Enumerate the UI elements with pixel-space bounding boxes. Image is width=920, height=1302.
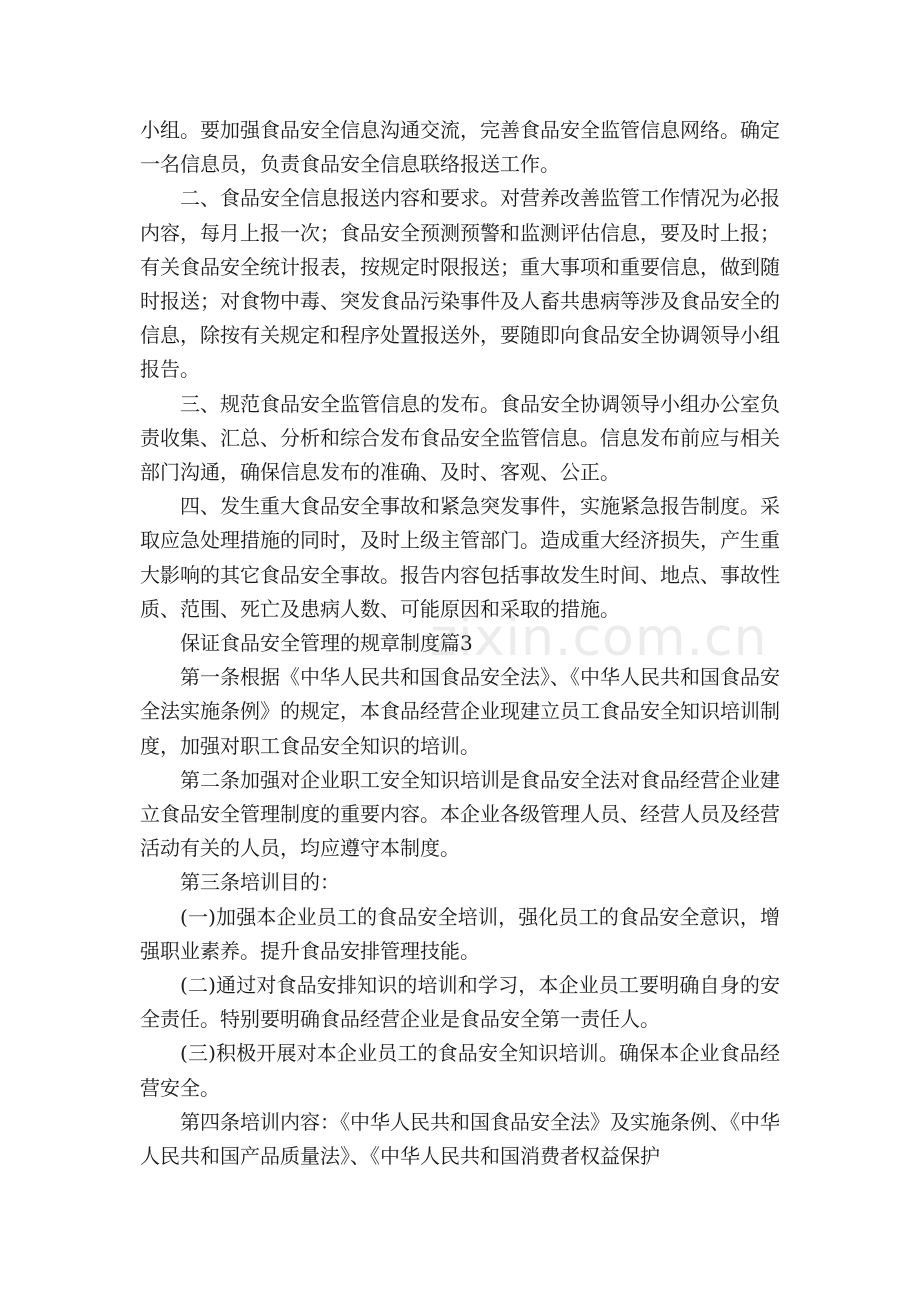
section-heading: 保证食品安全管理的规章制度篇3 [180,631,473,656]
paragraph-article-2: 第二条加强对企业职工安全知识培训是食品安全法对食品经营企业建立食品安全管理制度的重要内容。本企业各级管理人员、经营人员及经营活动有关的人员，均应遵守本制度。 [140,767,780,861]
paragraph-4: 四、发生重大食品安全事故和紧急突发事件，实施紧急报告制度。采取应急处理措施的同时，及时上级主管部门。造成重大经济损失，产生重大影响的其它食品安全事故。报告内容包括事故发生时间、地点、事故性质、范围、死亡及患病人数、可能原因和采取的措施。 [140,494,780,621]
paragraph-item-2: (二)通过对食品安排知识的培训和学习，本企业员工要明确自身的安全责任。特别要明确食品经营企业是食品安全第一责任人。 [140,973,780,1032]
paragraph-item-1: (一)加强本企业员工的食品安全培训，强化员工的食品安全意识，增强职业素养。提升食品安排管理技能。 [140,904,780,963]
paragraph-article-4: 第四条培训内容：《中华人民共和国食品安全法》及实施条例、《中华人民共和国产品质量法》、《中华人民共和国消费者权益保护 [140,1109,780,1169]
watermark: zixin.com.cn [430,608,768,668]
paragraph-3: 三、规范食品安全监管信息的发布。食品安全协调领导小组办公室负责收集、汇总、分析和综合发布食品安全监管信息。信息发布前应与相关部门沟通，确保信息发布的准确、及时、客观、公正。 [140,391,780,485]
document-body [140,113,780,1173]
paragraph-item-3: (三)积极开展对本企业员工的食品安全知识培训。确保本企业食品经营安全。 [140,1041,780,1100]
paragraph-article-1: 第一条根据《中华人民共和国食品安全法》、《中华人民共和国食品安全法实施条例》的规定，本食品经营企业现建立员工食品安全知识培训制度，加强对职工食品安全知识的培训。 [140,665,780,758]
paragraph-2: 二、食品安全信息报送内容和要求。对营养改善监管工作情况为必报内容，每月上报一次；食品安全预测预警和监测评估信息，要及时上报；有关食品安全统计报表，按规定时限报送；重大事项和重要信息，做到随时报送；对食物中毒、突发食品污染事件及人畜共患病等涉及食品安全的信息，除按有关规定和程序处置报送外，要随即向食品安全协调领导小组报告。 [140,186,780,382]
paragraph-article-3: 第三条培训目的： [180,870,340,895]
paragraph-1: 小组。要加强食品安全信息沟通交流，完善食品安全监管信息网络。确定一名信息员，负责食品安全信息联络报送工作。 [140,118,780,177]
